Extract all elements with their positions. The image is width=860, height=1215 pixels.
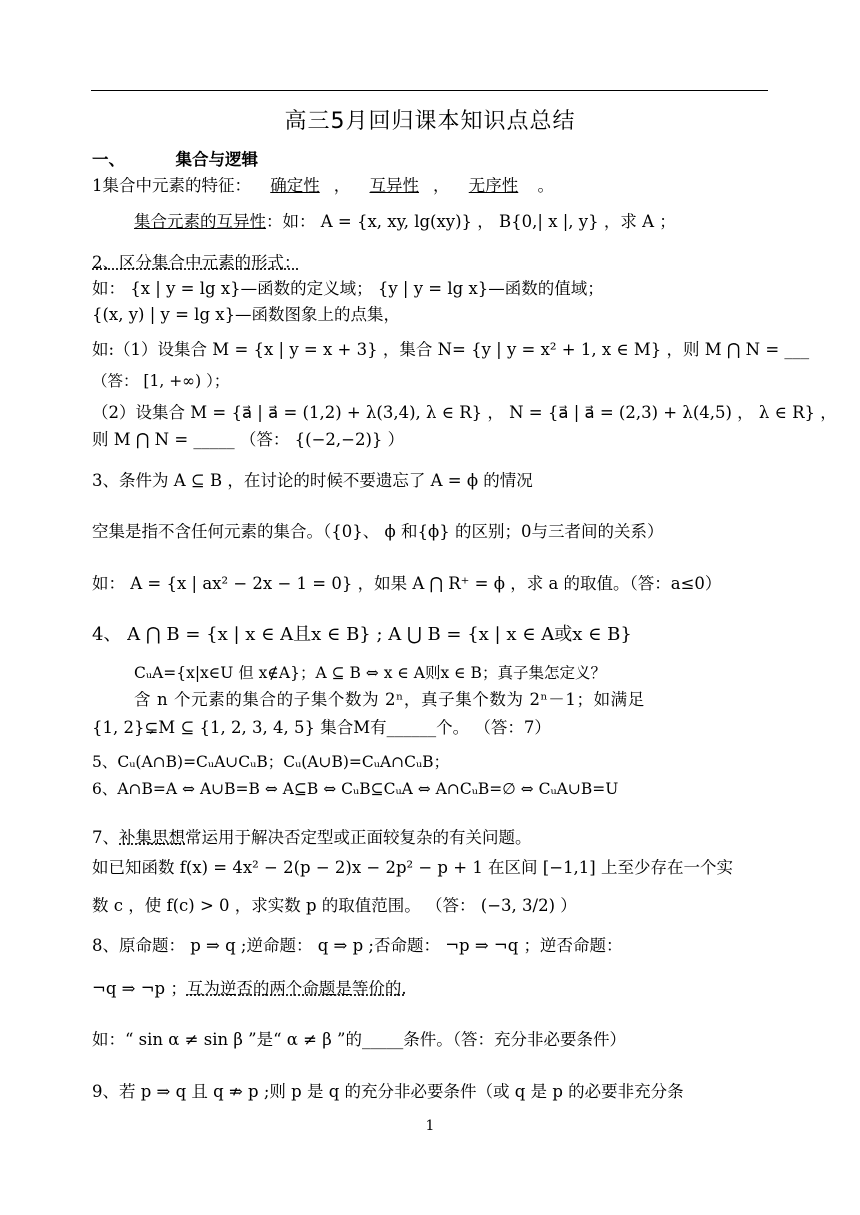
line-item-4: 4、 A ⋂ B = {x | x ∈ A且x ∈ B} ; A ⋃ B = {x | x ∈ A或x ∈ B}: [92, 624, 632, 645]
line-item-5: 5、Cᵤ(A∩B)=CᵤA∪CᵤB；Cᵤ(A∪B)=CᵤA∩CᵤB；: [92, 753, 450, 771]
line-complement: CᵤA={x|x∈U 但 x∉A}；A ⊆ B ⇔ x ∈ A则x ∈ B；真子集怎定义？: [134, 664, 606, 682]
blank-answer: 确定性: [270, 176, 320, 195]
term-underlined: 互为逆否的两个命题是等价的.: [186, 979, 407, 998]
line-empty-set: 空集是指不含任何元素的集合。（{0}、 ϕ 和{ϕ} 的区别；0与三者间的关系）: [92, 522, 664, 541]
line-example: 数 c ，使 f(c) > 0 ，求实数 p 的取值范围。 （答： (−3, 3/2) ）: [92, 896, 577, 915]
line-example: 如已知函数 f(x) = 4x² − 2(p − 2)x − 2p² − p + 1 在区间 [−1,1] 上至少存在一个实: [92, 858, 733, 877]
page-title: 高三5月回归课本知识点总结: [284, 109, 576, 134]
line-item-6: 6、A∩B=A ⇔ A∪B=B ⇔ A⊆B ⇔ CᵤB⊆CᵤA ⇔ A∩CᵤB=∅ ⇔ CᵤA∪B=U: [92, 780, 619, 798]
line-item-2: 2、区分集合中元素的形式：: [92, 253, 301, 272]
line-example: 如： A = {x | ax² − 2x − 1 = 0} ，如果 A ⋂ R⁺ = ϕ ，求 a 的取值。（答：a≤0）: [92, 574, 722, 593]
line-distinctness: 集合元素的互异性：如： A = {x, xy, lg(xy)} ， B{0,| x |, y} ，求 A ；: [134, 212, 676, 231]
blank-answer: 无序性: [468, 176, 519, 195]
line-answer: （答： [1, +∞) ）；: [92, 372, 230, 390]
section-heading: [92, 148, 258, 172]
line-set-features: 1集合中元素的特征： 确定性 ， 互异性 ， 无序性 。: [92, 176, 554, 195]
line-example: {(x, y) | y = lg x}—函数图象上的点集，: [92, 305, 401, 324]
line-item-8: 8、原命题： p ⇒ q ;逆命题： q ⇒ p ;否命题： ¬p ⇒ ¬q ；逆否命题：: [92, 936, 623, 955]
term-underlined: 补集思想: [119, 828, 185, 847]
section-number: 一、: [92, 150, 125, 169]
line-item-9: 9、若 p ⇒ q 且 q ⇏ p ;则 p 是 q 的充分非必要条件（或 q 是 p 的必要非充分条: [92, 1082, 684, 1101]
line-item-7: 7、补集思想常运用于解决否定型或正面较复杂的有关问题。: [92, 828, 532, 847]
line-example: 如： {x | y = lg x}—函数的定义域； {y | y = lg x}—函数的值域；: [92, 279, 604, 298]
line-example: {1, 2}⊊M ⊆ {1, 2, 3, 4, 5} 集合M有______个。 （答：7）: [92, 718, 551, 737]
blank-answer: 互异性: [369, 176, 419, 195]
line-item-3: 3、条件为 A ⊆ B ，在讨论的时候不要遗忘了 A = ϕ 的情况: [92, 471, 533, 490]
page-number: 1: [425, 1118, 435, 1134]
term-underlined: 集合元素的互异性: [134, 212, 266, 231]
line-example: （2）设集合 M = {a⃗ | a⃗ = (1,2) + λ(3,4), λ ∈ R} ， N = {a⃗ | a⃗ = (2,3) + λ(4,5) ， λ ∈ R} ，: [92, 403, 837, 422]
section-name: 集合与逻辑: [175, 150, 258, 169]
line-example: 如:（1）设集合 M = {x | y = x + 3} ，集合 N= {y | y = x² + 1, x ∈ M} ，则 M ⋂ N = ___: [92, 340, 810, 359]
line-subsets: 含 n 个元素的集合的子集个数为 2ⁿ，真子集个数为 2ⁿ－1；如满足: [134, 690, 645, 709]
header-rule: [91, 90, 768, 91]
line-example: 则 M ⋂ N = _____ （答： {(−2,−2)} ）: [92, 430, 405, 449]
line-example: 如：“ sin α ≠ sin β ”是“ α ≠ β ”的_____条件。（答：充分非必要条件）: [92, 1030, 626, 1049]
line-contrapositive: ¬q ⇒ ¬p ；互为逆否的两个命题是等价的.: [92, 979, 407, 998]
